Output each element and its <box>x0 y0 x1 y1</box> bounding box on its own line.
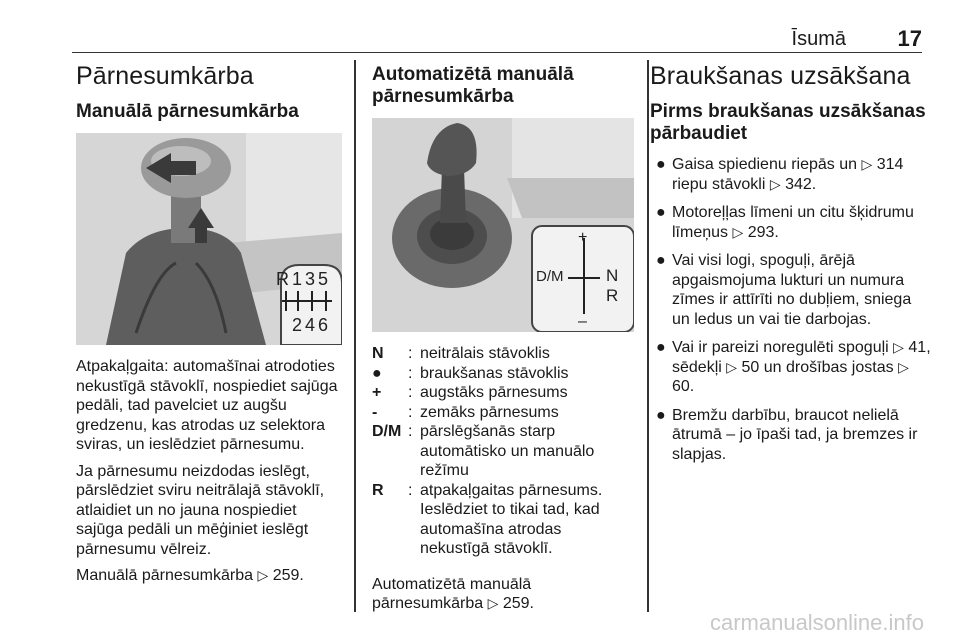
arrow-ref-icon: ▷ <box>769 175 781 192</box>
manual-gearbox-reference[interactable] <box>76 566 342 586</box>
reference-page: 259. <box>502 595 534 612</box>
automated-gearbox-photo <box>372 118 634 332</box>
list-item: ● Bremžu darbību, braucot nelielā ātrumā – jo īpaši tad, ja bremzes ir slapjas. <box>656 406 918 463</box>
chapter-title: Braukšanas uzsākšana <box>650 62 911 90</box>
gear-legend <box>372 344 634 559</box>
page-number: 17 <box>897 26 922 51</box>
section-title: Īsumā <box>791 28 846 50</box>
list-item: ● Vai visi logi, spoguļi, ārējā apgaismojuma lukturi un numura zīmes ir attīrīti no dubļiem, sniega un ledus un vai tie darbojas. <box>656 252 912 328</box>
arrow-ref-icon: ▷ <box>257 567 269 583</box>
arrow-ref-icon: ▷ <box>732 223 744 240</box>
column-divider <box>647 60 649 612</box>
list-item: ● Vai ir pareizi noregulēti spoguļi ▷ 41, sēdekļi ▷ 50 un drošības jostas ▷ 60. <box>656 339 931 395</box>
arrow-ref-icon: ▷ <box>861 156 873 172</box>
subsection-title: Pirms braukšanas uzsākšanas pārbaudiet <box>650 101 926 144</box>
reference-text: Manuālā pārnesumkārba <box>76 567 253 584</box>
n-label: N <box>606 266 619 285</box>
legend-row: D/M : pārslēgšanās starp automātisko un manuālo režīmu <box>372 423 595 479</box>
manual-gearbox-photo <box>76 133 342 345</box>
reference-text: Automatizētā manuālā pārnesumkārba <box>372 575 532 612</box>
reference-page: 259. <box>272 567 304 584</box>
arrow-ref-icon: ▷ <box>726 358 738 375</box>
column-manual-gearbox <box>76 58 342 593</box>
retry-paragraph: Ja pārnesumu neizdodas ieslēgt, pārslēdziet sviru neitrālajā stāvoklī, atlaidiet un no jauna nospiediet sajūga pedāli un mēģiniet ieslēgt pārnesumu vēlreiz. <box>76 462 325 558</box>
checklist <box>650 155 932 464</box>
chapter-title: Pārnesumkārba <box>76 62 254 90</box>
list-item: ● Motoreļļas līmeni un citu šķidrumu līmeņus ▷ 293. <box>656 204 914 241</box>
legend-row: R : atpakaļgaitas pārnesums. Ieslēdziet to tikai tad, kad automašīna atrodas nekustīgā stāvoklī. <box>372 481 603 557</box>
arrow-ref-icon: ▷ <box>893 339 904 355</box>
arrow-ref-icon: ▷ <box>898 358 909 375</box>
list-item: ● Gaisa spiedienu riepās un ▷ 314 riepu stāvokli ▷ 342. <box>656 156 904 193</box>
watermark: carmanualsonline.info <box>709 610 924 635</box>
column-starting-off <box>650 58 932 473</box>
dm-label: D/M <box>536 268 564 285</box>
automated-gearbox-reference[interactable] <box>372 575 634 614</box>
gear-pattern-top: R135 <box>276 269 332 289</box>
legend-row: N : neitrālais stāvoklis <box>372 345 550 362</box>
r-label: R <box>606 286 619 305</box>
page-header <box>72 22 922 53</box>
reverse-gear-paragraph: Atpakaļgaita: automašīnai atrodoties nekustīgā stāvoklī, nospiediet sajūga pedāli, tad pavelciet uz augšu gredzenu, kas atrodas uz selektora sviras, un ieslēdziet pārnesumu. <box>76 358 338 453</box>
legend-row: - : zemāks pārnesums <box>372 403 559 421</box>
arrow-ref-icon: ▷ <box>487 595 499 611</box>
column-divider <box>354 60 356 612</box>
minus-label: – <box>578 313 587 330</box>
legend-row: + : augstāks pārnesums <box>372 384 568 401</box>
subsection-title: Automatizētā manuālā pārnesumkārba <box>372 64 574 107</box>
plus-label: + <box>578 229 588 246</box>
subsection-title: Manuālā pārnesumkārba <box>76 101 299 122</box>
gear-pattern-bottom: 246 <box>292 315 332 335</box>
legend-row: ● : braukšanas stāvoklis <box>372 364 569 382</box>
column-automated-gearbox <box>372 58 634 621</box>
